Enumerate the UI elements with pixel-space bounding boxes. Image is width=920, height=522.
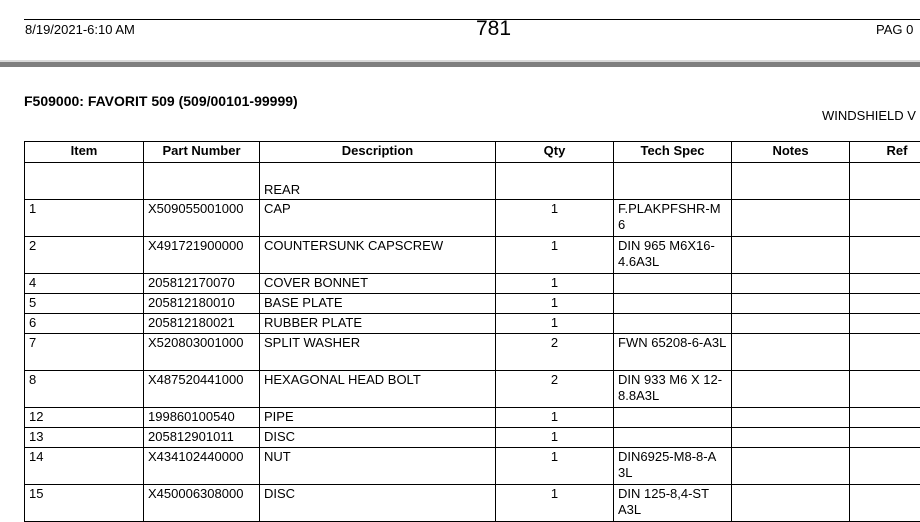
cell-tech-spec xyxy=(614,294,732,314)
table-cell xyxy=(850,163,920,200)
cell-part-number: X450006308000 xyxy=(144,485,260,522)
cell-item: 13 xyxy=(25,428,144,448)
cell-notes xyxy=(732,408,850,428)
column-header-qty: Qty xyxy=(496,142,614,163)
cell-description: BASE PLATE xyxy=(260,294,496,314)
column-header-tech-spec: Tech Spec xyxy=(614,142,732,163)
cell-description: NUT xyxy=(260,448,496,485)
cell-notes xyxy=(732,274,850,294)
cell-item: 4 xyxy=(25,274,144,294)
cell-notes xyxy=(732,485,850,522)
cell-item: 7 xyxy=(25,334,144,371)
cell-tech-spec: DIN6925-M8-8-A 3L xyxy=(614,448,732,485)
table-header-row xyxy=(25,142,920,163)
cell-ref xyxy=(850,428,920,448)
header-rule xyxy=(24,19,920,20)
cell-part-number: 205812901011 xyxy=(144,428,260,448)
cell-ref xyxy=(850,408,920,428)
table-row xyxy=(25,274,920,294)
cell-qty: 1 xyxy=(496,274,614,294)
column-header-notes: Notes xyxy=(732,142,850,163)
cell-qty: 1 xyxy=(496,485,614,522)
table-row xyxy=(25,314,920,334)
cell-ref xyxy=(850,200,920,237)
table-row xyxy=(25,485,920,522)
column-header-description: Description xyxy=(260,142,496,163)
cell-notes xyxy=(732,237,850,274)
table-cell xyxy=(25,163,144,200)
group-label: REAR xyxy=(260,163,496,200)
cell-notes xyxy=(732,334,850,371)
cell-tech-spec: DIN 933 M6 X 12-8.8A3L xyxy=(614,371,732,408)
cell-tech-spec: DIN 125-8,4-ST A3L xyxy=(614,485,732,522)
cell-ref xyxy=(850,314,920,334)
cell-tech-spec: FWN 65208-6-A3L xyxy=(614,334,732,371)
cell-qty: 1 xyxy=(496,314,614,334)
cell-notes xyxy=(732,314,850,334)
table-row xyxy=(25,334,920,371)
cell-description: CAP xyxy=(260,200,496,237)
page-header xyxy=(0,0,920,62)
parts-table xyxy=(24,141,920,522)
cell-qty: 1 xyxy=(496,200,614,237)
cell-tech-spec: F.PLAKPFSHR-M 6 xyxy=(614,200,732,237)
cell-description: DISC xyxy=(260,485,496,522)
cell-part-number: X509055001000 xyxy=(144,200,260,237)
table-row xyxy=(25,200,920,237)
print-date: 8/19/2021-6:10 AM xyxy=(25,22,135,37)
section-title: WINDSHIELD V xyxy=(822,108,916,123)
cell-part-number: X487520441000 xyxy=(144,371,260,408)
cell-item: 15 xyxy=(25,485,144,522)
cell-tech-spec xyxy=(614,274,732,294)
cell-item: 1 xyxy=(25,200,144,237)
cell-ref xyxy=(850,274,920,294)
cell-part-number: 205812180021 xyxy=(144,314,260,334)
cell-qty: 2 xyxy=(496,371,614,408)
table-row xyxy=(25,408,920,428)
cell-tech-spec xyxy=(614,314,732,334)
cell-tech-spec: DIN 965 M6X16-4.6A3L xyxy=(614,237,732,274)
cell-ref xyxy=(850,334,920,371)
column-header-part-number: Part Number xyxy=(144,142,260,163)
cell-qty: 1 xyxy=(496,408,614,428)
cell-part-number: 205812170070 xyxy=(144,274,260,294)
cell-notes xyxy=(732,294,850,314)
cell-part-number: 205812180010 xyxy=(144,294,260,314)
column-header-item: Item xyxy=(25,142,144,163)
cell-description: PIPE xyxy=(260,408,496,428)
cell-qty: 1 xyxy=(496,294,614,314)
table-row xyxy=(25,448,920,485)
table-row xyxy=(25,294,920,314)
cell-ref xyxy=(850,448,920,485)
cell-part-number: X491721900000 xyxy=(144,237,260,274)
cell-item: 8 xyxy=(25,371,144,408)
cell-ref xyxy=(850,485,920,522)
cell-description: HEXAGONAL HEAD BOLT xyxy=(260,371,496,408)
cell-qty: 1 xyxy=(496,428,614,448)
cell-description: COVER BONNET xyxy=(260,274,496,294)
table-row xyxy=(25,237,920,274)
table-cell xyxy=(732,163,850,200)
table-cell xyxy=(144,163,260,200)
page-number: 781 xyxy=(476,17,511,41)
table-cell xyxy=(496,163,614,200)
table-cell xyxy=(614,163,732,200)
cell-part-number: X520803001000 xyxy=(144,334,260,371)
cell-notes xyxy=(732,371,850,408)
cell-description: DISC xyxy=(260,428,496,448)
cell-ref xyxy=(850,237,920,274)
cell-notes xyxy=(732,448,850,485)
table-row xyxy=(25,428,920,448)
cell-item: 6 xyxy=(25,314,144,334)
cell-item: 2 xyxy=(25,237,144,274)
cell-part-number: 199860100540 xyxy=(144,408,260,428)
document-title: F509000: FAVORIT 509 (509/00101-99999) xyxy=(24,93,298,109)
cell-ref xyxy=(850,371,920,408)
cell-description: SPLIT WASHER xyxy=(260,334,496,371)
cell-tech-spec xyxy=(614,408,732,428)
column-header-ref: Ref xyxy=(850,142,920,163)
cell-part-number: X434102440000 xyxy=(144,448,260,485)
page-separator xyxy=(0,62,920,67)
cell-qty: 1 xyxy=(496,448,614,485)
cell-item: 5 xyxy=(25,294,144,314)
cell-tech-spec xyxy=(614,428,732,448)
cell-qty: 2 xyxy=(496,334,614,371)
cell-notes xyxy=(732,200,850,237)
cell-description: COUNTERSUNK CAPSCREW xyxy=(260,237,496,274)
group-row xyxy=(25,163,920,200)
table-row xyxy=(25,371,920,408)
cell-notes xyxy=(732,428,850,448)
cell-item: 14 xyxy=(25,448,144,485)
cell-ref xyxy=(850,294,920,314)
cell-description: RUBBER PLATE xyxy=(260,314,496,334)
cell-qty: 1 xyxy=(496,237,614,274)
page-label: PAG 0 xyxy=(876,22,913,37)
cell-item: 12 xyxy=(25,408,144,428)
